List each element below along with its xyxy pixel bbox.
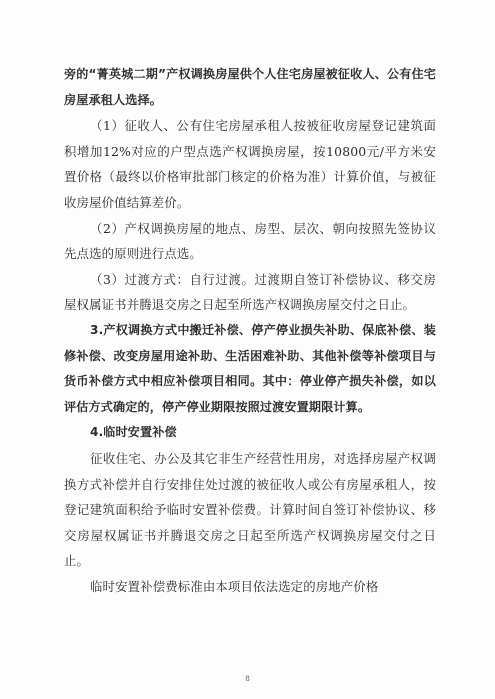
paragraph-clause-2: （2）产权调换房屋的地点、房型、层次、朝向按照先签协议先点选的原则进行点选。 — [64, 220, 436, 262]
paragraph-clause-3: （3）过渡方式：自行过渡。过渡期自签订补偿协议、移交房屋权属证书并腾退交房之日起至所选产权调换房屋交付之日止。 — [64, 271, 436, 313]
document-body — [64, 62, 436, 599]
paragraph-clause-1: （1）征收人、公有住宅房屋承租人按被征收房屋登记建筑面积增加12%对应的户型点选产权调换房屋，按10800元/平方米安置价格（最终以价格审批部门核定的价格为准）计算价值，与被征收房屋价值结算差价。 — [64, 118, 436, 210]
paragraph-temporary-settlement: 征收住宅、办公及其它非生产经营性用房，对选择房屋产权调换方式补偿并自行安排住处过渡的被征收人或公有房屋承租人，按登记建筑面积给予临时安置补偿费。计算时间自签订补偿协议、移交房屋权属证书并腾退交房之日起至所选产权调换房屋交付之日止。 — [64, 450, 436, 569]
paragraph-section-3: 3.产权调换方式中搬迁补偿、停产停业损失补助、保底补偿、装修补偿、改变房屋用途补助、生活困难补助、其他补偿等补偿项目与货币补偿方式中相应补偿项目相同。其中：停业停产损失补偿，如以评估方式确定的，停产停业期限按照过渡安置期限计算。 — [64, 322, 436, 414]
section-heading-temporary-settlement: 4.临时安置补偿 — [90, 425, 177, 440]
paragraph-housing-choice: 旁的“菁英城二期”产权调换房屋供个人住宅房屋被征收人、公有住宅房屋承租人选择。 — [64, 67, 436, 107]
paragraph-settlement-standard: 临时安置补偿费标准由本项目依法选定的房地产价格 — [90, 578, 379, 594]
page-number: 8 — [245, 675, 250, 683]
